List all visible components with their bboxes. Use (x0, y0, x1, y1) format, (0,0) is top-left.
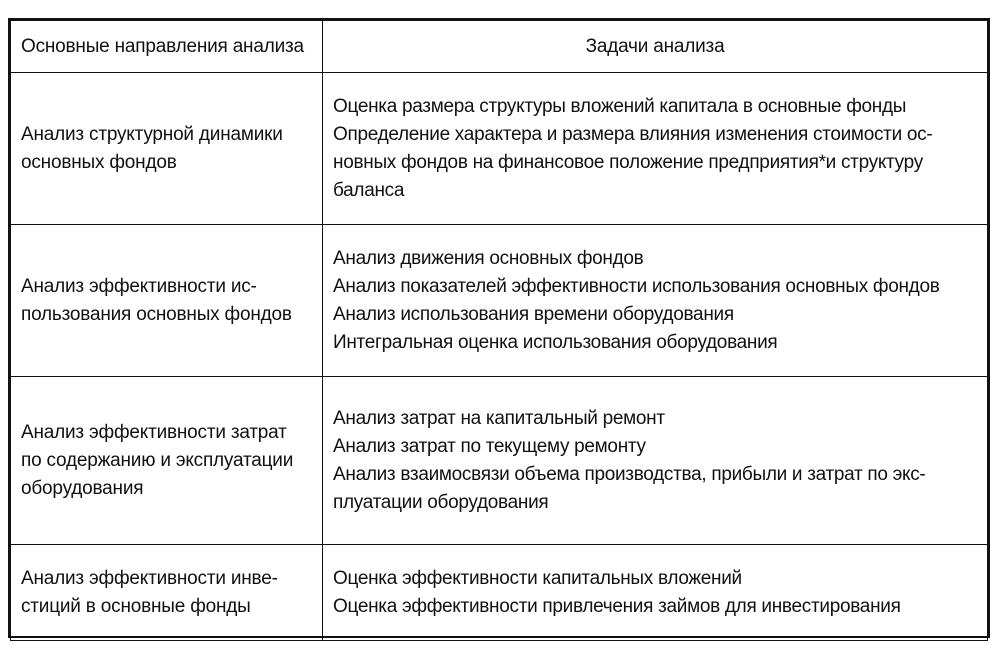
task-line: Определение характера и размера влияния изменения стоимости ос- (333, 123, 933, 145)
direction-line: Анализ эффективности затрат (21, 421, 287, 443)
task-line: Анализ взаимосвязи объема производства, прибыли и затрат по экс- (333, 463, 926, 485)
header-directions: Основные направления анализа (11, 21, 323, 73)
task-line: Анализ использования времени оборудования (333, 303, 734, 325)
task-line: плуатации оборудования (333, 491, 549, 513)
table-row (11, 73, 988, 225)
direction-line: Анализ эффективности ис- (21, 275, 257, 297)
analysis-table (10, 20, 988, 641)
direction-cell (11, 73, 323, 225)
table-row (11, 225, 988, 377)
direction-line: по содержанию и эксплуатации (21, 449, 294, 471)
task-line: Оценка эффективности привлечения займов для инвестирования (333, 595, 901, 617)
direction-cell (11, 225, 323, 377)
analysis-table-container (8, 18, 990, 638)
task-line: Оценка эффективности капитальных вложений (333, 567, 742, 589)
direction-line: пользования основных фондов (21, 303, 292, 325)
direction-line: Анализ структурной динамики (21, 123, 283, 145)
tasks-cell (323, 225, 988, 377)
task-line: Анализ затрат на капитальный ремонт (333, 407, 665, 429)
tasks-cell (323, 545, 988, 641)
table-row (11, 377, 988, 545)
direction-line: оборудования (21, 477, 144, 499)
header-row (11, 21, 988, 73)
task-line: Интегральная оценка использования оборудования (333, 331, 778, 353)
direction-line: стиций в основные фонды (21, 595, 251, 617)
direction-line: основных фондов (21, 151, 177, 173)
header-tasks: Задачи анализа (323, 21, 988, 73)
tasks-cell (323, 73, 988, 225)
tasks-cell (323, 377, 988, 545)
task-line: баланса (333, 179, 405, 201)
task-line: Анализ показателей эффективности использования основных фондов (333, 275, 940, 297)
task-line: Анализ затрат по текущему ремонту (333, 435, 646, 457)
task-line: Анализ движения основных фондов (333, 247, 644, 269)
direction-cell (11, 545, 323, 641)
direction-cell (11, 377, 323, 545)
task-line: Оценка размера структуры вложений капитала в основные фонды (333, 95, 907, 117)
task-line: новных фондов на финансовое положение предприятия*и структуру (333, 151, 923, 173)
direction-line: Анализ эффективности инве- (21, 567, 278, 589)
table-row (11, 545, 988, 641)
